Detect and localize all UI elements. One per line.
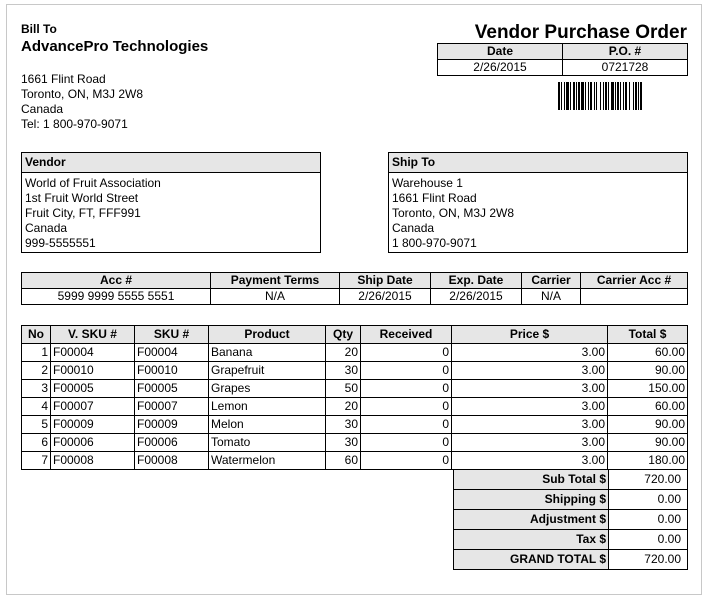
- item-sku: F00004: [135, 344, 209, 362]
- item-no: 6: [22, 434, 51, 452]
- item-sku: F00006: [135, 434, 209, 452]
- item-price: 3.00: [452, 380, 608, 398]
- item-received: 0: [361, 434, 452, 452]
- po-date: 2/26/2015: [438, 60, 563, 76]
- ship-to-box: [388, 152, 688, 253]
- barcode-image: [558, 82, 688, 110]
- item-total: 60.00: [608, 344, 688, 362]
- ship-date-header: Ship Date: [340, 273, 431, 289]
- date-header: Date: [438, 44, 563, 60]
- item-product: Grapefruit: [209, 362, 326, 380]
- item-sku: F00007: [135, 398, 209, 416]
- carrier-acc-value: [581, 289, 688, 305]
- col-received-header: Received: [361, 326, 452, 344]
- item-qty: 20: [326, 398, 361, 416]
- payment-terms-header: Payment Terms: [211, 273, 340, 289]
- shipping-label: Shipping $: [454, 490, 609, 510]
- ship-to-line: Toronto, ON, M3J 2W8: [392, 206, 515, 220]
- ship-to-line: Canada: [392, 221, 435, 235]
- purchase-order-page: [6, 4, 702, 595]
- ship-to-line: 1 800-970-9071: [392, 236, 477, 250]
- exp-date-header: Exp. Date: [431, 273, 522, 289]
- totals-row: [454, 550, 688, 570]
- item-received: 0: [361, 344, 452, 362]
- item-qty: 30: [326, 416, 361, 434]
- item-vsku: F00008: [51, 452, 135, 470]
- col-vsku-header: V. SKU #: [51, 326, 135, 344]
- item-price: 3.00: [452, 344, 608, 362]
- bill-to-address: [21, 72, 143, 132]
- item-received: 0: [361, 380, 452, 398]
- po-header-table: [437, 43, 688, 76]
- item-total: 90.00: [608, 416, 688, 434]
- item-no: 1: [22, 344, 51, 362]
- bill-to-label: Bill To: [21, 22, 57, 36]
- item-total: 150.00: [608, 380, 688, 398]
- po-number-header: P.O. #: [563, 44, 688, 60]
- col-total-header: Total $: [608, 326, 688, 344]
- item-price: 3.00: [452, 398, 608, 416]
- item-total: 90.00: [608, 362, 688, 380]
- carrier-header: Carrier: [522, 273, 581, 289]
- shipping-value: 0.00: [609, 490, 688, 510]
- vendor-line: Fruit City, FT, FFF991: [25, 206, 141, 220]
- item-total: 90.00: [608, 434, 688, 452]
- item-vsku: F00007: [51, 398, 135, 416]
- shipping-info-table: [21, 272, 688, 305]
- ship-to-label: Ship To: [389, 153, 687, 173]
- acc-header: Acc #: [22, 273, 211, 289]
- item-qty: 50: [326, 380, 361, 398]
- item-qty: 30: [326, 362, 361, 380]
- item-vsku: F00004: [51, 344, 135, 362]
- item-product: Banana: [209, 344, 326, 362]
- totals-row: [454, 510, 688, 530]
- item-sku: F00005: [135, 380, 209, 398]
- item-received: 0: [361, 452, 452, 470]
- item-vsku: F00005: [51, 380, 135, 398]
- acc-value: 5999 9999 5555 5551: [22, 289, 211, 305]
- table-row: [22, 362, 688, 380]
- item-sku: F00008: [135, 452, 209, 470]
- item-qty: 30: [326, 434, 361, 452]
- item-price: 3.00: [452, 362, 608, 380]
- item-vsku: F00010: [51, 362, 135, 380]
- vendor-line: World of Fruit Association: [25, 176, 161, 190]
- vendor-line: Canada: [25, 221, 68, 235]
- grand-total-label: GRAND TOTAL $: [454, 550, 609, 570]
- item-no: 7: [22, 452, 51, 470]
- item-sku: F00010: [135, 362, 209, 380]
- line-items-table: [21, 325, 688, 470]
- col-no-header: No: [22, 326, 51, 344]
- vendor-line: 1st Fruit World Street: [25, 191, 139, 205]
- item-sku: F00009: [135, 416, 209, 434]
- item-total: 60.00: [608, 398, 688, 416]
- tax-label: Tax $: [454, 530, 609, 550]
- vendor-label: Vendor: [22, 153, 320, 173]
- totals-row: [454, 470, 688, 490]
- item-product: Lemon: [209, 398, 326, 416]
- item-no: 2: [22, 362, 51, 380]
- subtotal-label: Sub Total $: [454, 470, 609, 490]
- totals-row: [454, 490, 688, 510]
- subtotal-value: 720.00: [609, 470, 688, 490]
- totals-table: [453, 469, 688, 570]
- table-row: [22, 398, 688, 416]
- item-price: 3.00: [452, 434, 608, 452]
- adjustment-value: 0.00: [609, 510, 688, 530]
- payment-terms-value: N/A: [211, 289, 340, 305]
- bill-to-address-line: Canada: [21, 102, 64, 116]
- bill-to-address-line: 1661 Flint Road: [21, 72, 106, 86]
- item-vsku: F00009: [51, 416, 135, 434]
- totals-row: [454, 530, 688, 550]
- table-row: [22, 452, 688, 470]
- table-row: [22, 344, 688, 362]
- bill-to-company: AdvancePro Technologies: [21, 38, 209, 55]
- item-qty: 20: [326, 344, 361, 362]
- document-title: Vendor Purchase Order: [474, 22, 687, 43]
- table-row: [22, 380, 688, 398]
- vendor-box: [21, 152, 321, 253]
- bill-to-phone: Tel: 1 800-970-9071: [21, 117, 128, 131]
- col-price-header: Price $: [452, 326, 608, 344]
- item-received: 0: [361, 362, 452, 380]
- carrier-acc-header: Carrier Acc #: [581, 273, 688, 289]
- vendor-line: 999-5555551: [25, 236, 96, 250]
- grand-total-value: 720.00: [609, 550, 688, 570]
- barcode-bar: [642, 82, 643, 110]
- bill-to-address-line: Toronto, ON, M3J 2W8: [21, 87, 144, 101]
- exp-date-value: 2/26/2015: [431, 289, 522, 305]
- item-received: 0: [361, 398, 452, 416]
- item-received: 0: [361, 416, 452, 434]
- adjustment-label: Adjustment $: [454, 510, 609, 530]
- item-product: Grapes: [209, 380, 326, 398]
- table-row: [22, 416, 688, 434]
- item-price: 3.00: [452, 416, 608, 434]
- item-product: Tomato: [209, 434, 326, 452]
- item-product: Melon: [209, 416, 326, 434]
- col-product-header: Product: [209, 326, 326, 344]
- item-no: 3: [22, 380, 51, 398]
- item-qty: 60: [326, 452, 361, 470]
- item-vsku: F00006: [51, 434, 135, 452]
- item-price: 3.00: [452, 452, 608, 470]
- item-product: Watermelon: [209, 452, 326, 470]
- item-no: 4: [22, 398, 51, 416]
- item-no: 5: [22, 416, 51, 434]
- ship-to-line: 1661 Flint Road: [392, 191, 477, 205]
- col-sku-header: SKU #: [135, 326, 209, 344]
- po-number: 0721728: [563, 60, 688, 76]
- ship-date-value: 2/26/2015: [340, 289, 431, 305]
- table-row: [22, 434, 688, 452]
- carrier-value: N/A: [522, 289, 581, 305]
- col-qty-header: Qty: [326, 326, 361, 344]
- item-total: 180.00: [608, 452, 688, 470]
- ship-to-line: Warehouse 1: [392, 176, 463, 190]
- tax-value: 0.00: [609, 530, 688, 550]
